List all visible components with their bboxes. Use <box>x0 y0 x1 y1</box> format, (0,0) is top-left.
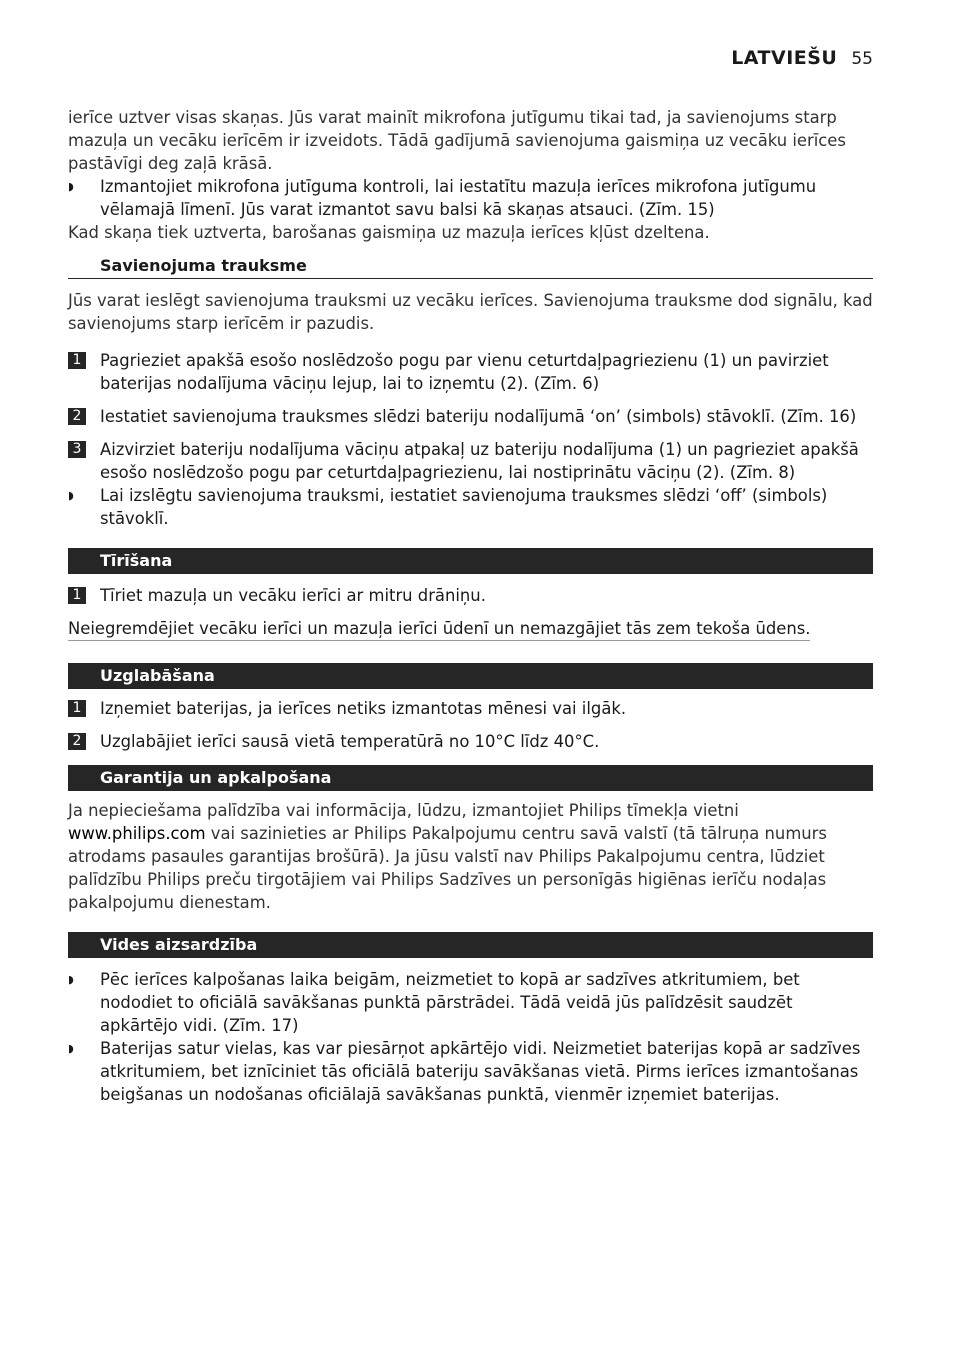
warranty-text-before: Ja nepieciešama palīdzība vai informācija, lūdzu, izmantojiet Philips tīmekļa vietni <box>68 801 739 820</box>
bullet-text: Izmantojiet mikrofona jutīguma kontroli, lai iestatītu mazuļa ierīces mikrofona jutīgumu vēlamajā līmenī. Jūs varat izmantot savu balsi kā skaņas atsauci. (Zīm. 15) <box>100 177 817 219</box>
warranty-paragraph <box>68 799 873 914</box>
step-text: Pagrieziet apakšā esošo noslēdzošo pogu par vienu ceturtdaļpagriezienu (1) un pavirziet baterijas nodalījuma vāciņu lejup, lai to izņemtu (2). (Zīm. 6) <box>100 351 829 393</box>
alarm-step-3 <box>68 438 873 484</box>
step-number: 1 <box>68 700 86 717</box>
bullet-text: Pēc ierīces kalpošanas laika beigām, neizmetiet to kopā ar sadzīves atkritumiem, bet nododiet to oficiālā savākšanas punktā pārstrādei. Tādā veidā jūs palīdzēsit saudzēt apkārtējo vidi. (Zīm. 17) <box>100 970 800 1035</box>
storage-step-1 <box>68 697 873 720</box>
language-label: LATVIEŠU <box>731 47 838 69</box>
section-heading-alarm: Savienojuma trauksme <box>68 254 873 279</box>
philips-website-link[interactable]: www.philips.com <box>68 824 206 843</box>
step-text: Izņemiet baterijas, ja ierīces netiks izmantotas mēnesi vai ilgāk. <box>100 699 627 718</box>
step-number: 1 <box>68 587 86 604</box>
warranty-text-after: vai sazinieties ar Philips Pakalpojumu centru savā valstī (tā tālruņa numurs atrodams pasaules garantijas brošūrā). Ja jūsu valstī nav Philips Pakalpojumu centra, lūdziet palīdzību Philips preču tirgotājiem vai Philips Sadzīves un personīgās higiēnas ierīču nodaļas pakalpojumu dienestam. <box>68 824 827 912</box>
section-heading-cleaning: Tīrīšana <box>68 548 873 574</box>
step-text: Aizvirziet bateriju nodalījuma vāciņu atpakaļ uz bateriju nodalījuma (1) un pagrieziet apakšā esošo noslēdzošo pogu par ceturtdaļpagriezienu, lai nostiprinātu vāciņu (2). (Zīm. 8) <box>100 440 859 482</box>
environment-bullet-1 <box>68 968 873 1037</box>
environment-bullet-2 <box>68 1037 873 1106</box>
intro-paragraph-2: Kad skaņa tiek uztverta, barošanas gaismiņa uz mazuļa ierīces kļūst dzeltena. <box>68 223 710 242</box>
bullet-icon: ◗ <box>68 973 74 986</box>
step-text: Tīriet mazuļa un vecāku ierīci ar mitru drāniņu. <box>100 586 486 605</box>
page-header <box>731 47 873 69</box>
page-number: 55 <box>851 49 873 69</box>
step-number: 2 <box>68 408 86 425</box>
section-heading-warranty: Garantija un apkalpošana <box>68 765 873 791</box>
step-number: 1 <box>68 352 86 369</box>
bullet-text: Lai izslēgtu savienojuma trauksmi, iestatiet savienojuma trauksmes slēdzi ‘off’ (simbols) stāvoklī. <box>100 486 828 528</box>
intro-bullet <box>68 175 873 221</box>
page-content <box>68 106 873 1106</box>
alarm-bullet <box>68 484 873 530</box>
step-text: Iestatiet savienojuma trauksmes slēdzi bateriju nodalījumā ‘on’ (simbols) stāvoklī. (Zīm. 16) <box>100 407 857 426</box>
step-number: 2 <box>68 733 86 750</box>
step-number: 3 <box>68 441 86 458</box>
cleaning-warning: Neiegremdējiet vecāku ierīci un mazuļa ierīci ūdenī un nemazgājiet tās zem tekoša ūdens. <box>68 617 810 641</box>
bullet-icon: ◗ <box>68 489 74 502</box>
alarm-step-1 <box>68 349 873 395</box>
section-heading-storage: Uzglabāšana <box>68 663 873 689</box>
cleaning-step-1 <box>68 584 873 607</box>
bullet-text: Baterijas satur vielas, kas var piesārņot apkārtējo vidi. Neizmetiet baterijas kopā ar sadzīves atkritumiem, bet iznīciniet tās oficiālā bateriju savākšanas vietā. Pirms ierīces izmantošanas beigšanas un nodošanas oficiālajā savākšanas punktā, vienmēr izņemiet baterijas. <box>100 1039 861 1104</box>
storage-step-2 <box>68 730 873 753</box>
bullet-icon: ◗ <box>68 180 74 193</box>
alarm-paragraph: Jūs varat ieslēgt savienojuma trauksmi uz vecāku ierīces. Savienojuma trauksme dod signālu, kad savienojums starp ierīcēm ir pazudis. <box>68 291 873 333</box>
section-heading-environment: Vides aizsardzība <box>68 932 873 958</box>
bullet-icon: ◗ <box>68 1042 74 1055</box>
step-text: Uzglabājiet ierīci sausā vietā temperatūrā no 10°C līdz 40°C. <box>100 732 600 751</box>
alarm-step-2 <box>68 405 873 428</box>
intro-paragraph: ierīce uztver visas skaņas. Jūs varat mainīt mikrofona jutīgumu tikai tad, ja savienojums starp mazuļa un vecāku ierīcēm ir izveidots. Tādā gadījumā savienojuma gaismiņa uz vecāku ierīces pastāvīgi deg zaļā krāsā. <box>68 108 846 173</box>
